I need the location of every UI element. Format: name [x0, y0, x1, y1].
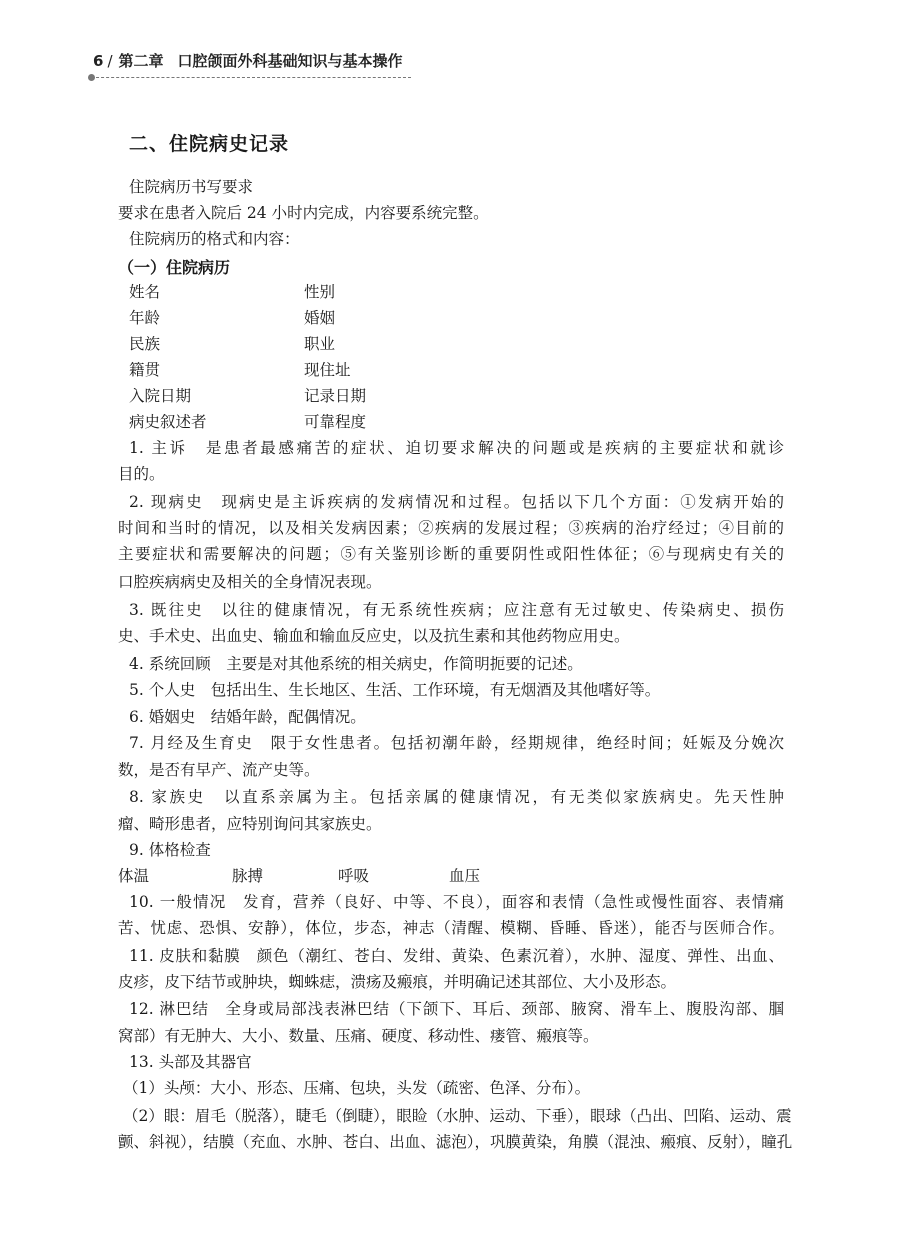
field-label: 现住址: [304, 361, 351, 379]
header-rule: [91, 77, 411, 78]
intro-line: 住院病历的格式和内容：: [129, 230, 300, 248]
chapter-label: 第二章: [118, 52, 164, 70]
body-line: 2. 现病史 现病史是主诉疾病的发病情况和过程。包括以下几个方面：①发病开始的: [129, 493, 784, 511]
section-title: 二、住院病史记录: [129, 133, 290, 155]
body-line: 时间和当时的情况，以及相关发病因素；②疾病的发展过程；③疾病的治疗经过；④目前的: [118, 519, 784, 537]
field-label: 病史叙述者: [129, 413, 207, 431]
field-label: 籍贯: [129, 361, 161, 379]
intro-line: 要求在患者入院后 24 小时内完成，内容要系统完整。: [118, 204, 489, 222]
body-line: 皮疹，皮下结节或肿块，蜘蛛痣，溃疡及瘢痕，并明确记述其部位、大小及形态。: [118, 973, 677, 991]
body-line: 苦、忧虑、恐惧、安静），体位，步态，神志（清醒、模糊、昏睡、昏迷），能否与医师合作。: [118, 919, 784, 937]
field-label: 婚姻: [304, 309, 336, 327]
body-line: 目的。: [118, 465, 165, 483]
field-label: 性别: [304, 283, 336, 301]
chapter-title: 口腔颌面外科基础知识与基本操作: [177, 52, 403, 70]
body-line: 主要症状和需要解决的问题；⑤有关鉴别诊断的重要阴性或阳性体征；⑥与现病史有关的: [118, 545, 784, 563]
vital-label: 呼吸: [338, 867, 370, 885]
body-line: 13. 头部及其器官: [129, 1053, 252, 1071]
body-line: 11. 皮肤和黏膜 颜色（潮红、苍白、发绀、黄染、色素沉着），水肿、湿度、弹性、出血、: [129, 947, 784, 965]
field-label: 姓名: [129, 283, 161, 301]
body-line: 10. 一般情况 发育，营养（良好、中等、不良），面容和表情（急性或慢性面容、表情痛: [129, 893, 784, 911]
vital-label: 脉搏: [232, 867, 264, 885]
body-line: 数，是否有早产、流产史等。: [118, 761, 320, 779]
body-line: 4. 系统回顾 主要是对其他系统的相关病史，作简明扼要的记述。: [129, 655, 583, 673]
header-separator: /: [107, 52, 113, 70]
field-label: 记录日期: [304, 387, 367, 405]
body-line: （2）眼：眉毛（脱落），睫毛（倒睫），眼睑（水肿、运动、下垂），眼球（凸出、凹陷、运动、震: [123, 1107, 792, 1125]
field-label: 入院日期: [129, 387, 192, 405]
body-line: （1）头颅：大小、形态、压痛、包块，头发（疏密、色泽、分布）。: [123, 1079, 591, 1097]
vital-label: 血压: [449, 867, 481, 885]
body-line: 口腔疾病病史及相关的全身情况表现。: [118, 573, 382, 591]
subsection-title: （一）住院病历: [118, 258, 231, 277]
intro-line: 住院病历书写要求: [129, 178, 254, 196]
body-line: 12. 淋巴结 全身或局部浅表淋巴结（下颌下、耳后、颈部、腋窝、滑车上、腹股沟部、腘: [129, 1000, 784, 1018]
body-line: 颤、斜视），结膜（充血、水肿、苍白、出血、滤泡），巩膜黄染，角膜（混浊、瘢痕、反射），瞳孔: [118, 1133, 793, 1151]
page-number: 6: [93, 52, 104, 70]
body-line: 6. 婚姻史 结婚年龄，配偶情况。: [129, 708, 366, 726]
field-label: 年龄: [129, 309, 161, 327]
body-line: 3. 既往史 以往的健康情况，有无系统性疾病；应注意有无过敏史、传染病史、损伤: [129, 601, 784, 619]
body-line: 瘤、畸形患者，应特别询问其家族史。: [118, 815, 382, 833]
field-label: 民族: [129, 335, 161, 353]
body-line: 9. 体格检查: [129, 841, 211, 859]
vital-label: 体温: [118, 867, 150, 885]
body-line: 窝部）有无肿大、大小、数量、压痛、硬度、移动性、瘘管、瘢痕等。: [118, 1027, 599, 1045]
body-line: 5. 个人史 包括出生、生长地区、生活、工作环境，有无烟酒及其他嗜好等。: [129, 681, 661, 699]
body-line: 8. 家族史 以直系亲属为主。包括亲属的健康情况，有无类似家族病史。先天性肿: [129, 788, 784, 806]
running-header: [93, 50, 403, 71]
body-line: 7. 月经及生育史 限于女性患者。包括初潮年龄，经期规律，绝经时间；妊娠及分娩次: [129, 734, 784, 752]
field-label: 职业: [304, 335, 336, 353]
body-line: 史、手术史、出血史、输血和输血反应史，以及抗生素和其他药物应用史。: [118, 627, 630, 645]
field-label: 可靠程度: [304, 413, 367, 431]
body-line: 1. 主诉 是患者最感痛苦的症状、迫切要求解决的问题或是疾病的主要症状和就诊: [129, 439, 784, 457]
